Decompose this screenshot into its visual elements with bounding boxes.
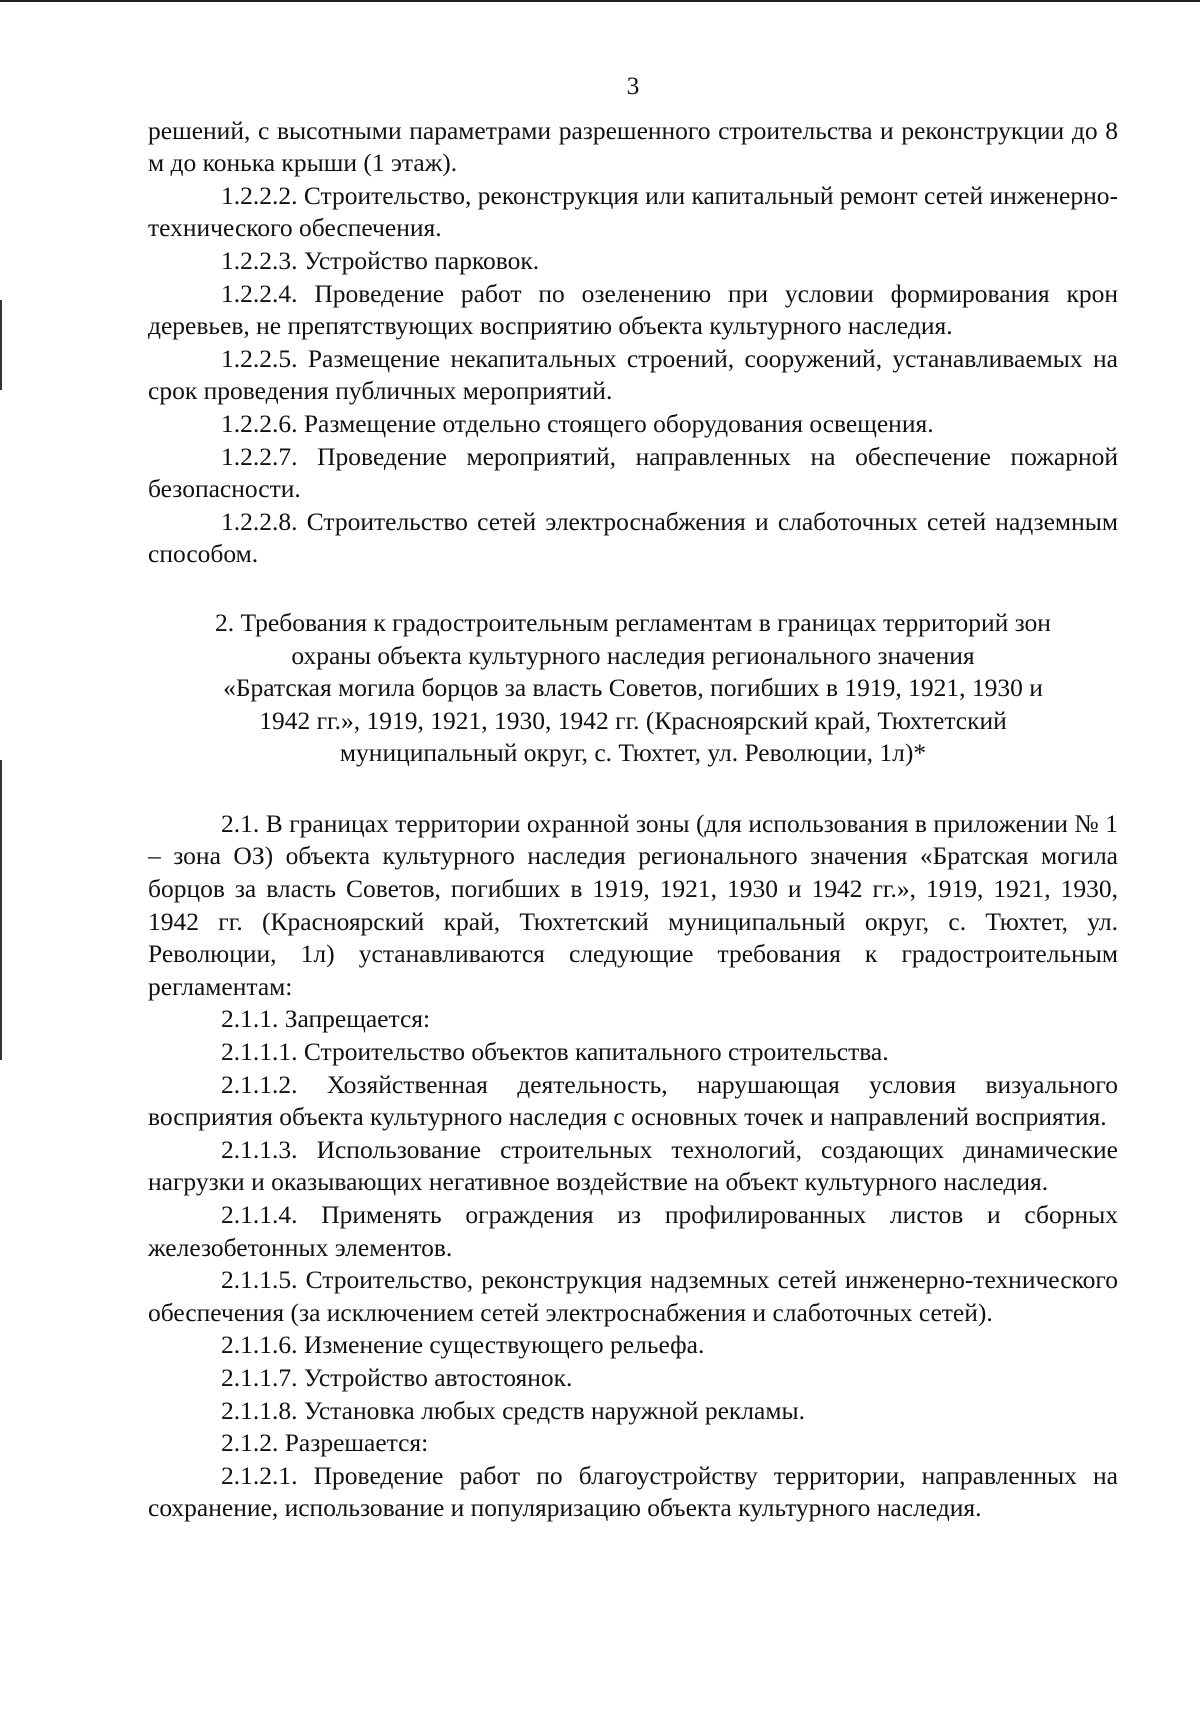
- section-1-continuation: [148, 115, 1118, 571]
- paragraph: 2.1.1.3. Использование строительных технологий, создающих динамические нагрузки и оказывающих негативное воздействие на объект культурного наследия.: [148, 1134, 1118, 1197]
- paragraph: 2.1.1.1. Строительство объектов капитального строительства.: [221, 1037, 889, 1067]
- section-2-heading: [148, 607, 1118, 770]
- scan-left-edge-mark: [0, 760, 2, 1060]
- document-page: [148, 70, 1118, 1525]
- paragraph: 2.1.1.2. Хозяйственная деятельность, нарушающая условия визуального восприятия объекта культурного наследия с основных точек и направлений восприятия.: [148, 1069, 1118, 1132]
- paragraph: 2.1.1.5. Строительство, реконструкция надземных сетей инженерно-технического обеспечения (за исключением сетей электроснабжения и слаботочных сетей).: [148, 1265, 1118, 1327]
- spacer: [148, 770, 1118, 808]
- heading-line: муниципальный округ, с. Тюхтет, ул. Революции, 1л)*: [339, 738, 927, 768]
- paragraph: 2.1. В границах территории охранной зоны (для использования в приложении № 1 – зона ОЗ) объекта культурного наследия регионального значения «Братская могила борцов за власть Советов, погибших в 1919, 1921, 1930 и 1942 гг.», 1919, 1921, 1930, 1942 гг. (Красноярский край, Тюхтетский муниципальный округ, с. Тюхтет, ул. Революции, 1л) устанавливаются следующие требования к градостроительным регламентам:: [148, 808, 1118, 1001]
- paragraph: 2.1.2.1. Проведение работ по благоустройству территории, направленных на сохранение, использование и популяризацию объекта культурного наследия.: [148, 1460, 1118, 1523]
- paragraph: 1.2.2.4. Проведение работ по озеленению при условии формирования крон деревьев, не препятствующих восприятию объекта культурного наследия.: [148, 278, 1118, 341]
- paragraph: 2.1.1.4. Применять ограждения из профилированных листов и сборных железобетонных элементов.: [148, 1200, 1118, 1262]
- paragraph: 2.1.2. Разрешается:: [221, 1428, 429, 1458]
- paragraph: 2.1.1.8. Установка любых средств наружной рекламы.: [221, 1395, 805, 1425]
- page-number: 3: [626, 71, 640, 100]
- section-2-body: [148, 808, 1118, 1525]
- paragraph: 1.2.2.8. Строительство сетей электроснабжения и слаботочных сетей надземным способом.: [148, 506, 1118, 569]
- paragraph: 1.2.2.5. Размещение некапитальных строений, сооружений, устанавливаемых на срок проведения публичных мероприятий.: [148, 343, 1118, 406]
- paragraph: 2.1.1. Запрещается:: [221, 1004, 431, 1034]
- heading-line: 1942 гг.», 1919, 1921, 1930, 1942 гг. (Красноярский край, Тюхтетский: [259, 705, 1007, 735]
- paragraph: 1.2.2.2. Строительство, реконструкция или капитальный ремонт сетей инженерно-технического обеспечения.: [148, 180, 1118, 243]
- paragraph: 1.2.2.6. Размещение отдельно стоящего оборудования освещения.: [221, 408, 934, 438]
- paragraph: 1.2.2.7. Проведение мероприятий, направленных на обеспечение пожарной безопасности.: [148, 441, 1118, 504]
- heading-line: охраны объекта культурного наследия регионального значения: [291, 640, 975, 670]
- heading-line: «Братская могила борцов за власть Советов, погибших в 1919, 1921, 1930 и: [223, 673, 1043, 703]
- paragraph: 2.1.1.7. Устройство автостоянок.: [221, 1362, 573, 1392]
- paragraph: решений, с высотными параметрами разрешенного строительства и реконструкции до 8 м до конька крыши (1 этаж).: [148, 115, 1118, 178]
- spacer: [148, 571, 1118, 607]
- paragraph: 1.2.2.3. Устройство парковок.: [221, 245, 540, 275]
- paragraph: 2.1.1.6. Изменение существующего рельефа.: [221, 1330, 705, 1360]
- scan-left-edge-mark: [0, 300, 2, 390]
- heading-line: 2. Требования к градостроительным регламентам в границах территорий зон: [215, 607, 1051, 637]
- scan-top-border: [0, 0, 1200, 2]
